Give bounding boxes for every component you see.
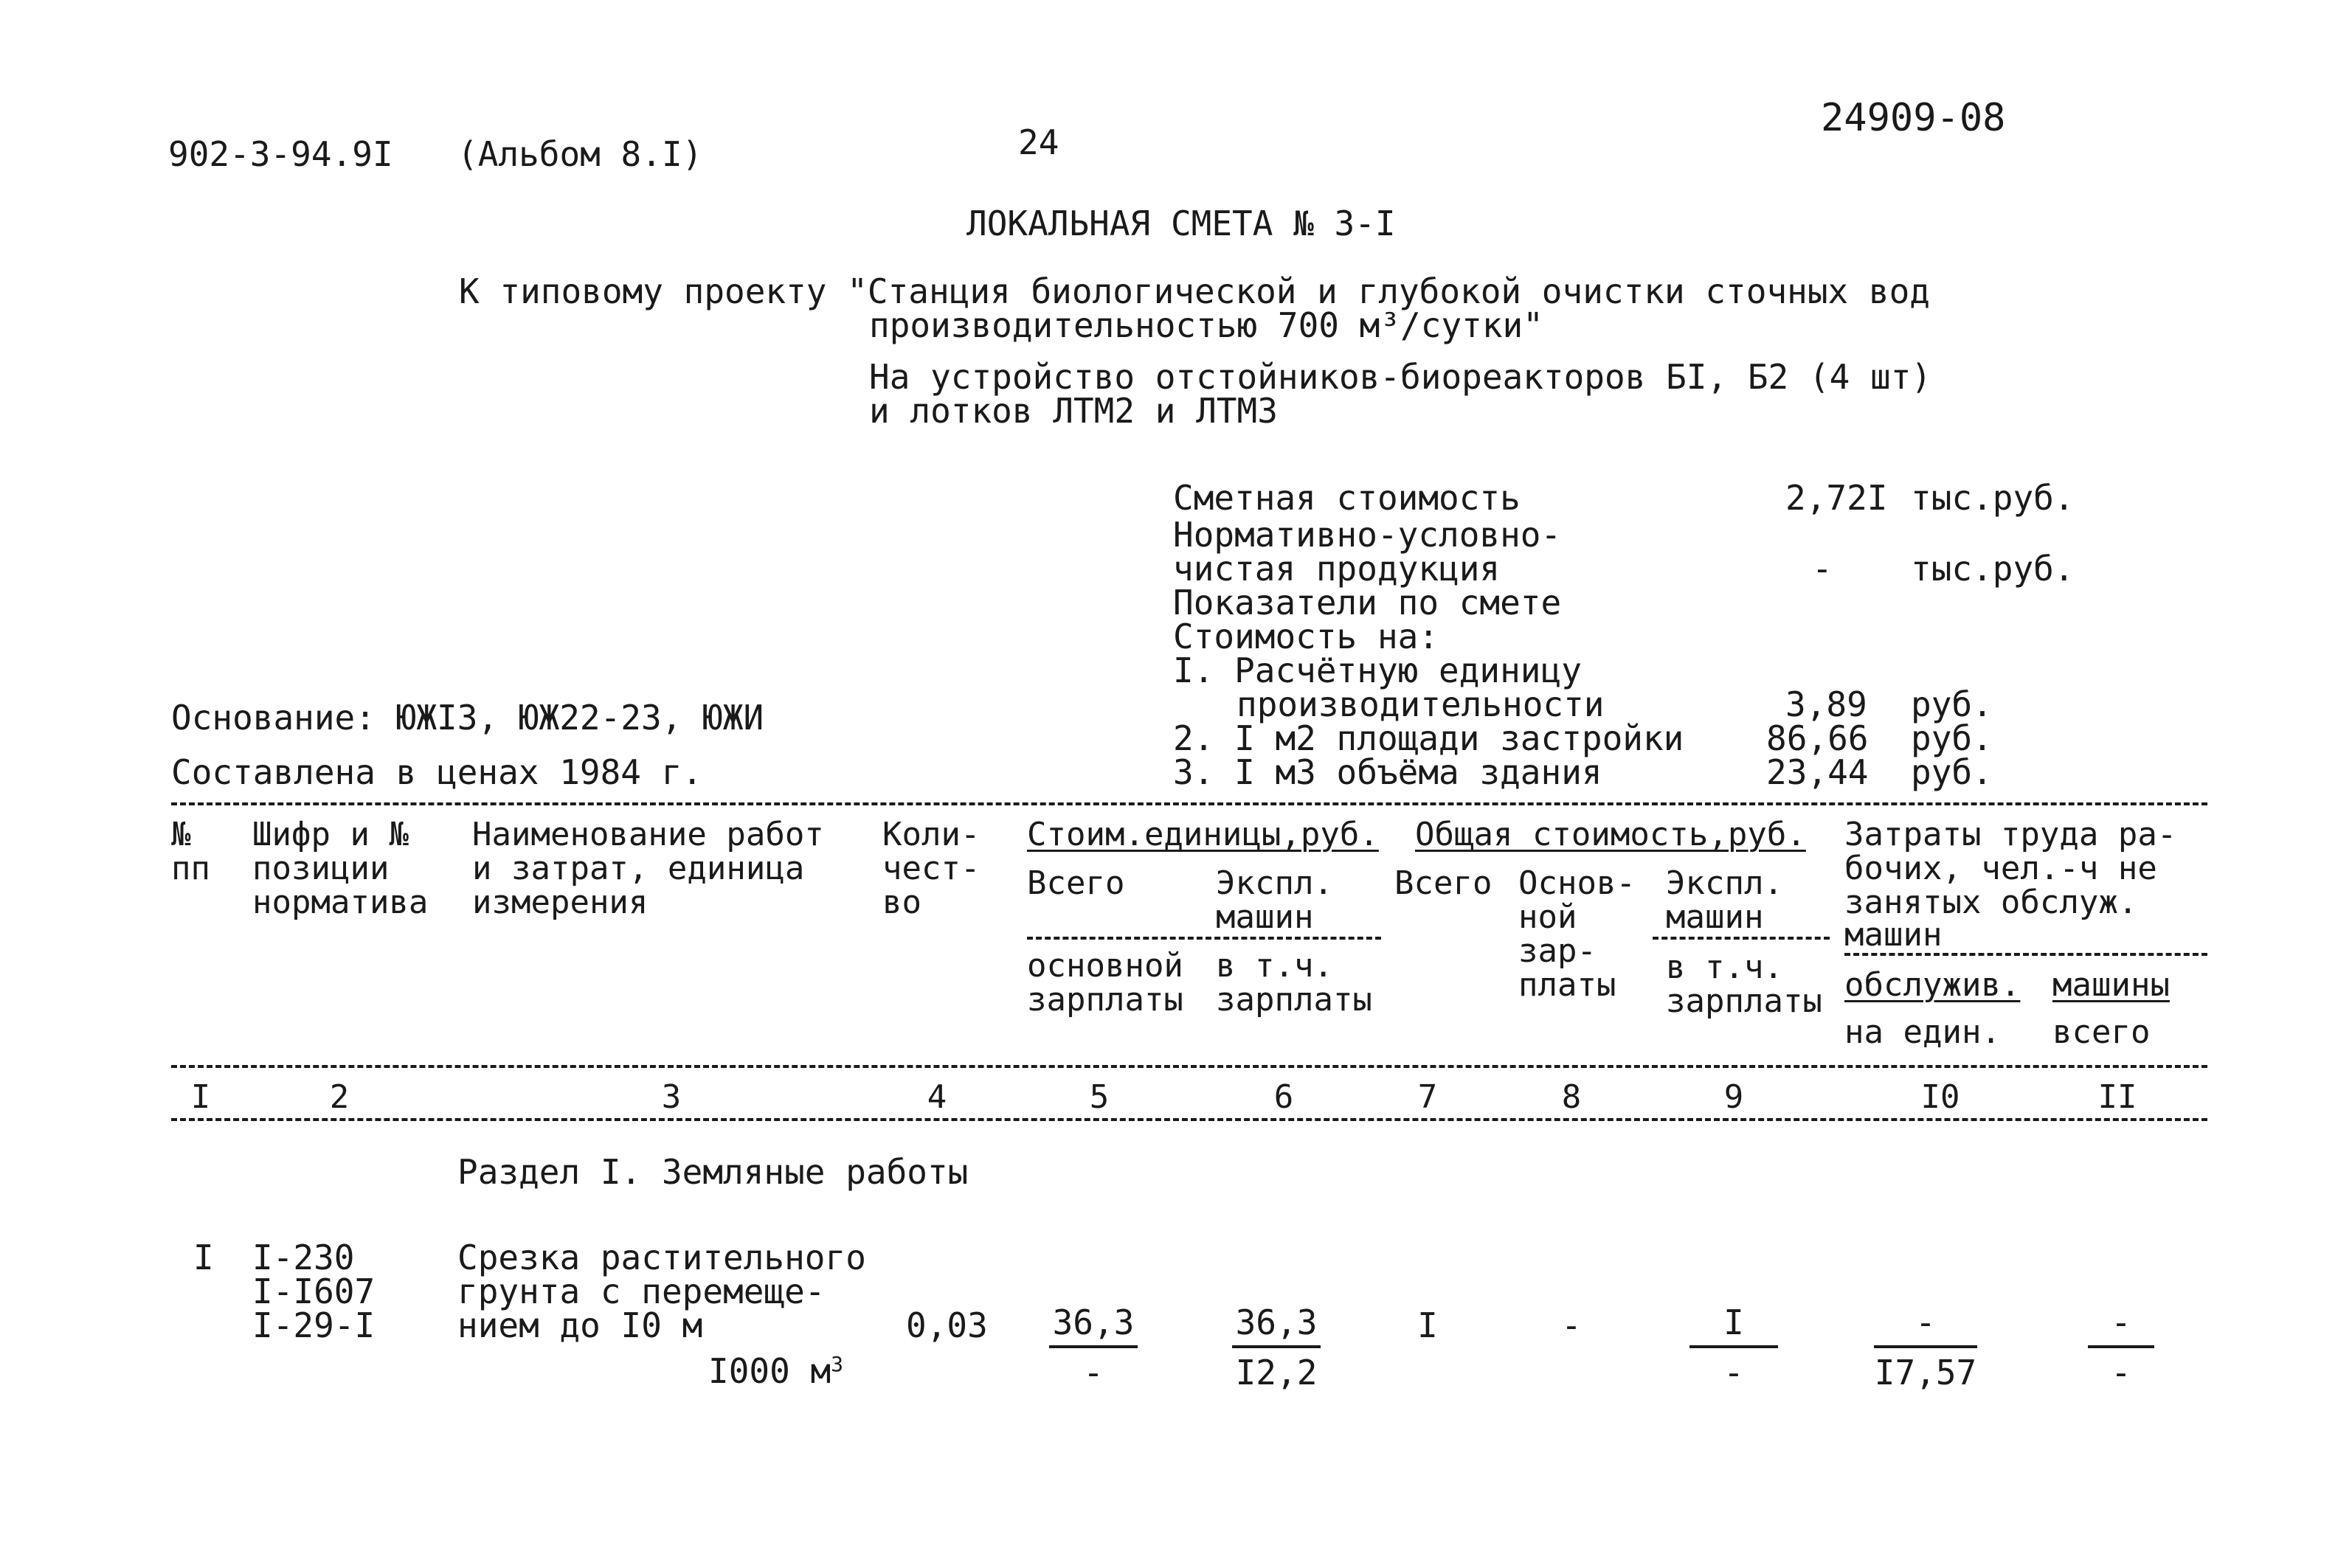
- col-number-1: I: [190, 1078, 211, 1116]
- col-number-9: 9: [1723, 1078, 1744, 1116]
- unit-expl-header-2: машин: [1216, 898, 1314, 936]
- unit-base-salary-header-2: зарплаты: [1027, 981, 1183, 1019]
- project-line-4: и лотков ЛТМ2 и ЛТМ3: [869, 391, 1278, 431]
- labor-sub-rule: [1844, 953, 2207, 956]
- row-1-unit-cost-all: [1049, 1302, 1138, 1392]
- row-1-unit-cost-all-salary: -: [1083, 1353, 1104, 1392]
- total-expl-header-1: Экспл.: [1666, 864, 1783, 902]
- total-base-header-3: зар-: [1518, 932, 1597, 970]
- total-expl-header-2: машин: [1666, 898, 1764, 936]
- col-number-10: I0: [1920, 1078, 1960, 1116]
- unit-incl-salary-header-2: зарплаты: [1216, 981, 1372, 1019]
- total-base-header-1: Основ-: [1518, 864, 1636, 902]
- labor-header-3: занятых обслуж.: [1844, 884, 2138, 921]
- col-number-5: 5: [1089, 1078, 1110, 1116]
- row-1-total-all: I: [1417, 1305, 1438, 1345]
- labor-header-4: машин: [1844, 916, 1943, 954]
- row-1-unit: I000 $м^3$: [708, 1351, 844, 1391]
- normative-label-2: чистая продукция: [1173, 549, 1501, 589]
- col-name-header-1: Наименование работ: [472, 816, 824, 853]
- table-top-rule: [171, 802, 2207, 805]
- page-number: 24: [1018, 122, 1059, 162]
- indicator-2-unit: руб.: [1911, 718, 1993, 758]
- col-qty-header-3: во: [882, 884, 921, 921]
- row-1-labor-unit: [1874, 1302, 1977, 1392]
- col-code-header-1: Шифр и №: [252, 816, 409, 853]
- column-numbers-rule: [171, 1118, 2207, 1121]
- row-1-unit-cost-expl: [1232, 1302, 1321, 1392]
- col-num-header-1: №: [171, 816, 191, 853]
- row-1-labor-unit-serving: I7,57: [1874, 1353, 1977, 1392]
- labor-header-1: Затраты труда ра-: [1844, 816, 2177, 853]
- labor-total-header: всего: [2052, 1013, 2151, 1051]
- unit-expl-header-1: Экспл.: [1216, 864, 1333, 902]
- row-1-code-1: I-230: [252, 1238, 355, 1277]
- indicator-2-label: 2. I м2 площади застройки: [1173, 718, 1684, 758]
- indicator-2-value: 86,66: [1766, 718, 1869, 758]
- total-base-header-4: платы: [1518, 966, 1616, 1004]
- col-code-header-2: позиции: [252, 850, 390, 887]
- project-line-1: К типовому проекту "Станция биологической и глубокой очистки сточных вод: [459, 271, 1930, 311]
- basis-line: Основание: ЮЖI3, ЮЖ22-23, ЮЖИ: [171, 698, 764, 738]
- labor-serving-header: обслужив.: [1844, 966, 2021, 1004]
- row-1-labor-total-value: -: [2088, 1305, 2154, 1348]
- col-name-header-3: измерения: [472, 884, 648, 921]
- col-number-3: 3: [661, 1078, 682, 1116]
- total-base-header-2: ной: [1518, 898, 1577, 936]
- normative-value: -: [1812, 549, 1833, 589]
- cost-label: Сметная стоимость: [1173, 478, 1521, 518]
- col-code-header-3: норматива: [252, 884, 429, 921]
- unit-incl-salary-header-1: в т.ч.: [1216, 947, 1333, 985]
- unit-base-salary-header-1: основной: [1027, 947, 1183, 985]
- labor-per-unit-header: на един.: [1844, 1013, 2001, 1051]
- section-title: Раздел I. Земляные работы: [457, 1152, 969, 1192]
- project-line-3: На устройство отстойников-биореакторов БI, Б2 (4 шт): [869, 357, 1932, 397]
- document-code: 902-3-94.9I: [168, 134, 393, 174]
- row-1-total-base: -: [1561, 1305, 1582, 1345]
- row-1-code-3: I-29-I: [252, 1305, 376, 1345]
- total-incl-header-1: в т.ч.: [1666, 948, 1783, 986]
- indicator-1-label-2: производительности: [1236, 684, 1605, 724]
- col-number-8: 8: [1561, 1078, 1582, 1116]
- row-1-total-expl-value: I: [1689, 1305, 1778, 1348]
- row-1-labor-total-serving: -: [2111, 1353, 2131, 1392]
- row-1-total-expl-salary: -: [1723, 1353, 1744, 1392]
- total-cost-group-header: Общая стоимость,руб.: [1415, 816, 1806, 853]
- row-1-unit-cost-expl-salary: I2,2: [1235, 1353, 1318, 1392]
- total-expl-sub-rule: [1653, 937, 1830, 940]
- row-1-labor-unit-value: -: [1874, 1305, 1977, 1348]
- row-1-name-2: грунта с перемеще-: [457, 1272, 826, 1311]
- total-incl-header-2: зарплаты: [1666, 982, 1822, 1020]
- col-number-11: II: [2097, 1078, 2137, 1116]
- indicators-label: Показатели по смете: [1173, 583, 1562, 622]
- header-bottom-rule: [171, 1065, 2207, 1068]
- unit-all-header: Всего: [1027, 864, 1125, 902]
- col-number-6: 6: [1273, 1078, 1294, 1116]
- prices-line: Составлена в ценах 1984 г.: [171, 752, 703, 792]
- indicator-3-value: 23,44: [1766, 752, 1869, 792]
- labor-header-2: бочих, чел.-ч не: [1844, 850, 2157, 887]
- project-line-2: производительностью 700 м³/сутки": [869, 305, 1543, 345]
- indicator-1-value: 3,89: [1785, 684, 1867, 724]
- row-1-name-1: Срезка растительного: [457, 1238, 866, 1277]
- row-1-quantity: 0,03: [906, 1305, 988, 1345]
- cost-value: 2,72I: [1785, 478, 1888, 518]
- col-qty-header-1: Коли-: [882, 816, 980, 853]
- indicator-3-unit: руб.: [1911, 752, 1993, 792]
- row-1-labor-total: [2088, 1302, 2154, 1392]
- normative-label-1: Нормативно-условно-: [1173, 515, 1562, 555]
- cost-on-label: Стоимость на:: [1173, 617, 1439, 656]
- row-1-name-3: нием до I0 м: [457, 1305, 703, 1345]
- row-1-unit-cost-expl-value: 36,3: [1232, 1305, 1321, 1348]
- row-1-number: I: [193, 1238, 214, 1277]
- normative-unit: тыс.руб.: [1911, 549, 2075, 589]
- col-name-header-2: и затрат, единица: [472, 850, 805, 887]
- cost-unit: тыс.руб.: [1911, 478, 2075, 518]
- row-1-total-expl: [1689, 1302, 1778, 1392]
- indicator-1-unit: руб.: [1911, 684, 1993, 724]
- total-all-header: Всего: [1394, 864, 1493, 902]
- row-1-unit-cost-all-value: 36,3: [1049, 1305, 1138, 1348]
- page-title: ЛОКАЛЬНАЯ СМЕТА № 3-I: [966, 204, 1396, 243]
- indicator-1-label: I. Расчётную единицу: [1173, 651, 1582, 690]
- labor-machines-header: машины: [2052, 966, 2170, 1004]
- indicator-3-label: 3. I м3 объёма здания: [1173, 752, 1602, 792]
- col-number-7: 7: [1417, 1078, 1438, 1116]
- col-qty-header-2: чест-: [882, 850, 980, 887]
- album-label: (Альбом 8.I): [457, 134, 703, 174]
- row-1-code-2: I-I607: [252, 1272, 376, 1311]
- unit-cost-sub-rule: [1027, 937, 1381, 940]
- unit-cost-group-header: Стоим.единицы,руб.: [1027, 816, 1379, 853]
- document-number: 24909-08: [1821, 96, 2006, 140]
- col-num-header-2: пп: [171, 850, 210, 887]
- col-number-4: 4: [927, 1078, 947, 1116]
- col-number-2: 2: [329, 1078, 350, 1116]
